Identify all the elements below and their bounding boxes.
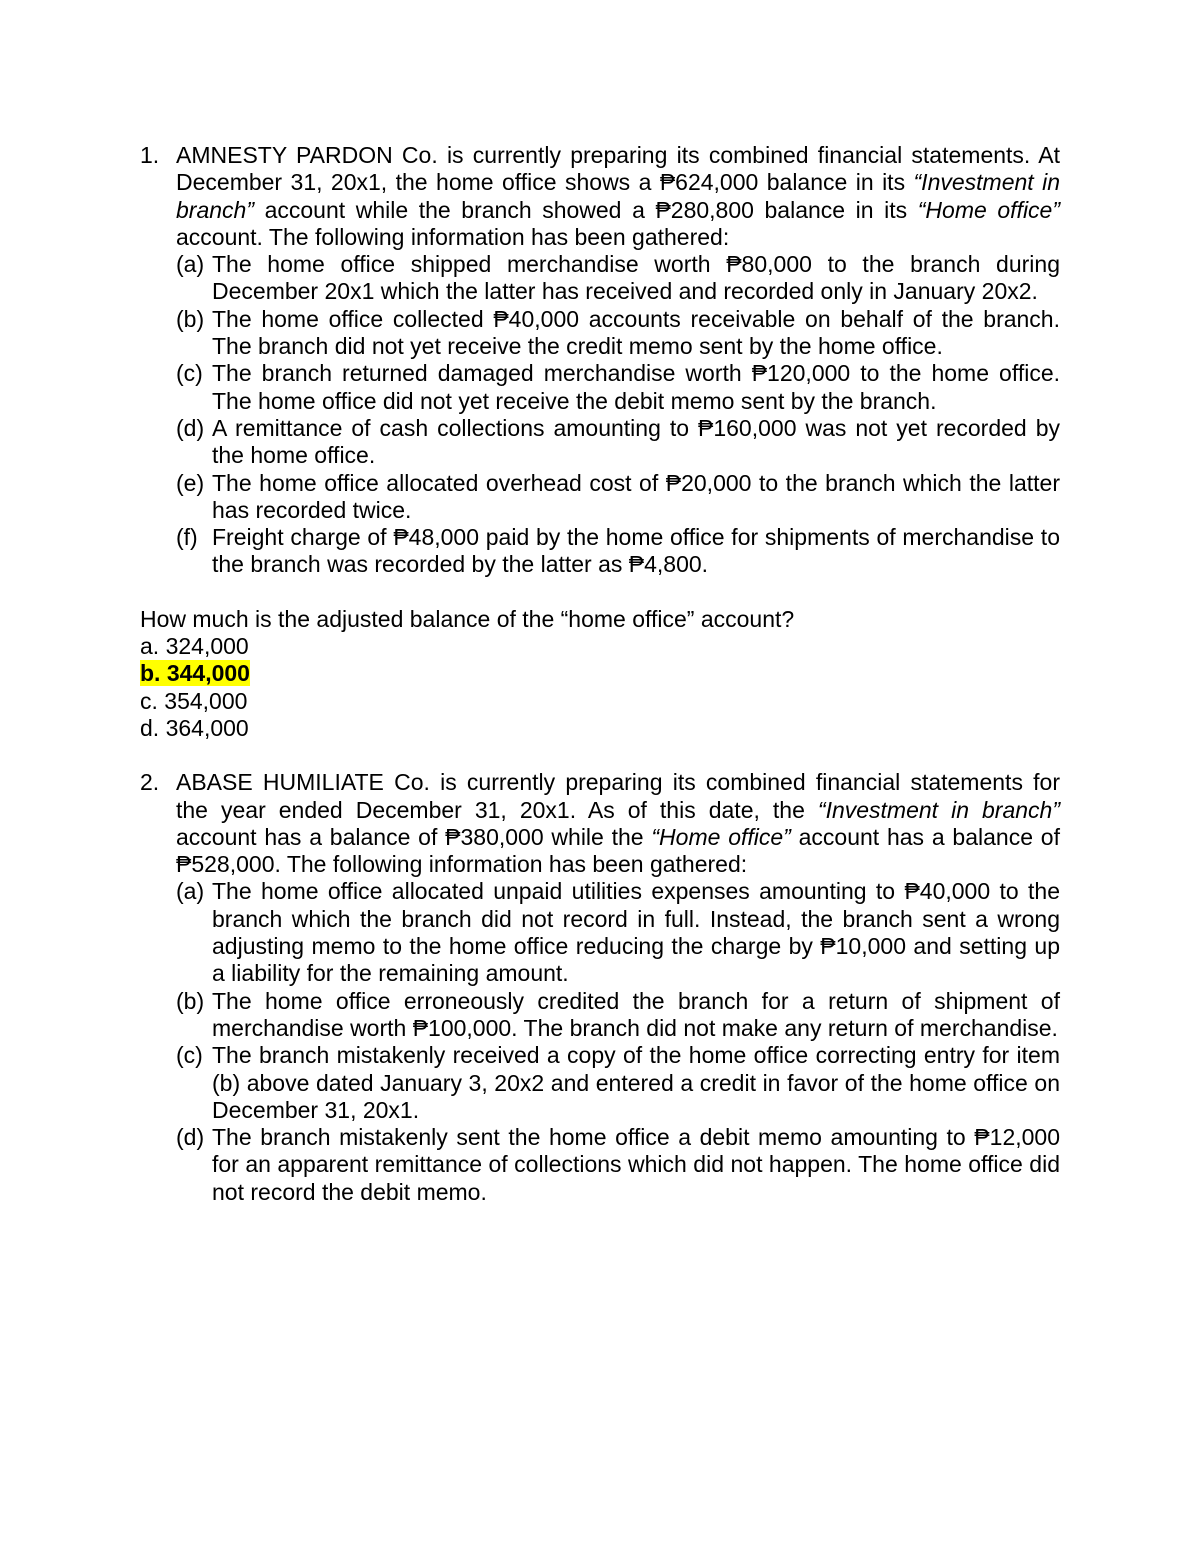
item-label: (b) xyxy=(176,987,205,1014)
item-label: (c) xyxy=(176,360,203,387)
item-label: (d) xyxy=(176,414,205,441)
stem-text: account has a balance of ₱528,000. The following information has been gathered: xyxy=(176,823,1060,878)
choice-a: a. 324,000 xyxy=(140,633,249,660)
item-label: (c) xyxy=(176,1042,203,1069)
information-list xyxy=(176,251,1060,579)
information-list xyxy=(176,878,1060,1206)
item-text: The branch mistakenly received a copy of the home office correcting entry for item (b) above dated January 3, 20x2 and entered a credit in favor of the home office on December 31, 20x1. xyxy=(212,1042,1060,1123)
item-text: The branch returned damaged merchandise worth ₱120,000 to the home office. The home office did not yet receive the debit memo sent by the branch. xyxy=(212,360,1060,414)
question-number: 1. xyxy=(140,142,160,168)
item-text: Freight charge of ₱48,000 paid by the home office for shipments of merchandise to the branch was recorded by the latter as ₱4,800. xyxy=(212,524,1060,578)
item-text: A remittance of cash collections amounting to ₱160,000 was not yet recorded by the home office. xyxy=(212,414,1060,469)
account-name: “Investment in branch” xyxy=(817,796,1060,823)
prompt-text: How much is the adjusted balance of the “home office” account? xyxy=(140,605,795,632)
account-name: “Home office” xyxy=(651,823,791,850)
stem-text: account while the branch showed a ₱280,800 balance in its xyxy=(253,196,918,223)
list-item xyxy=(176,1124,1060,1206)
stem-text: ABASE HUMILIATE Co. is currently preparing its combined financial statements for the year ended December 31, 20x1. As of this date, the xyxy=(176,769,1060,823)
list-item xyxy=(176,415,1060,470)
account-name: “Investment in branch” xyxy=(176,169,1061,223)
question-1 xyxy=(140,142,1060,579)
choice-b-answer xyxy=(140,660,1060,687)
question-prompt xyxy=(140,606,1060,742)
question-number: 2. xyxy=(140,769,160,796)
question-stem xyxy=(176,769,1060,878)
item-label: (a) xyxy=(176,251,205,278)
list-item xyxy=(176,470,1060,525)
item-text: The home office shipped merchandise worth ₱80,000 to the branch during December 20x1 which the latter has received and recorded only in January 20x2. xyxy=(212,251,1060,305)
list-item xyxy=(176,251,1060,306)
document-content xyxy=(140,142,1060,1206)
question-stem xyxy=(176,142,1060,251)
item-text: The branch mistakenly sent the home office a debit memo amounting to ₱12,000 for an apparent remittance of collections which did not happen. The home office did not record the debit memo. xyxy=(212,1124,1060,1205)
stem-text: account. The following information has been gathered: xyxy=(176,223,730,250)
list-item xyxy=(176,360,1060,415)
list-item xyxy=(176,988,1060,1043)
stem-text: account has a balance of ₱380,000 while the xyxy=(176,823,652,850)
item-label: (d) xyxy=(176,1124,205,1151)
item-label: (b) xyxy=(176,305,205,332)
item-label: (a) xyxy=(176,878,205,905)
list-item xyxy=(176,878,1060,987)
question-2 xyxy=(140,769,1060,1206)
account-name: “Home office” xyxy=(917,196,1060,223)
highlighted-answer: b. 344,000 xyxy=(140,660,250,687)
item-text: The home office erroneously credited the branch for a return of shipment of merchandise worth ₱100,000. The branch did not make any return of merchandise. xyxy=(212,987,1060,1041)
choice-c: c. 354,000 xyxy=(140,687,248,714)
item-label: (e) xyxy=(176,469,205,496)
list-item xyxy=(176,524,1060,579)
item-text: The home office collected ₱40,000 accounts receivable on behalf of the branch. The branch did not yet receive the credit memo sent by the home office. xyxy=(212,305,1060,360)
item-text: The home office allocated unpaid utilities expenses amounting to ₱40,000 to the branch which the branch did not record in full. Instead, the branch sent a wrong adjusting memo to the home office reducing the charge by ₱10,000 and setting up a liability for the remaining amount. xyxy=(212,878,1060,987)
list-item xyxy=(176,1042,1060,1124)
choice-d: d. 364,000 xyxy=(140,714,249,741)
item-text: The home office allocated overhead cost of ₱20,000 to the branch which the latter has recorded twice. xyxy=(212,469,1060,523)
stem-text: AMNESTY PARDON Co. is currently preparing its combined financial statements. At December 31, 20x1, the home office shows a ₱624,000 balance in its xyxy=(176,142,1060,196)
list-item xyxy=(176,306,1060,361)
item-label: (f) xyxy=(176,524,198,551)
